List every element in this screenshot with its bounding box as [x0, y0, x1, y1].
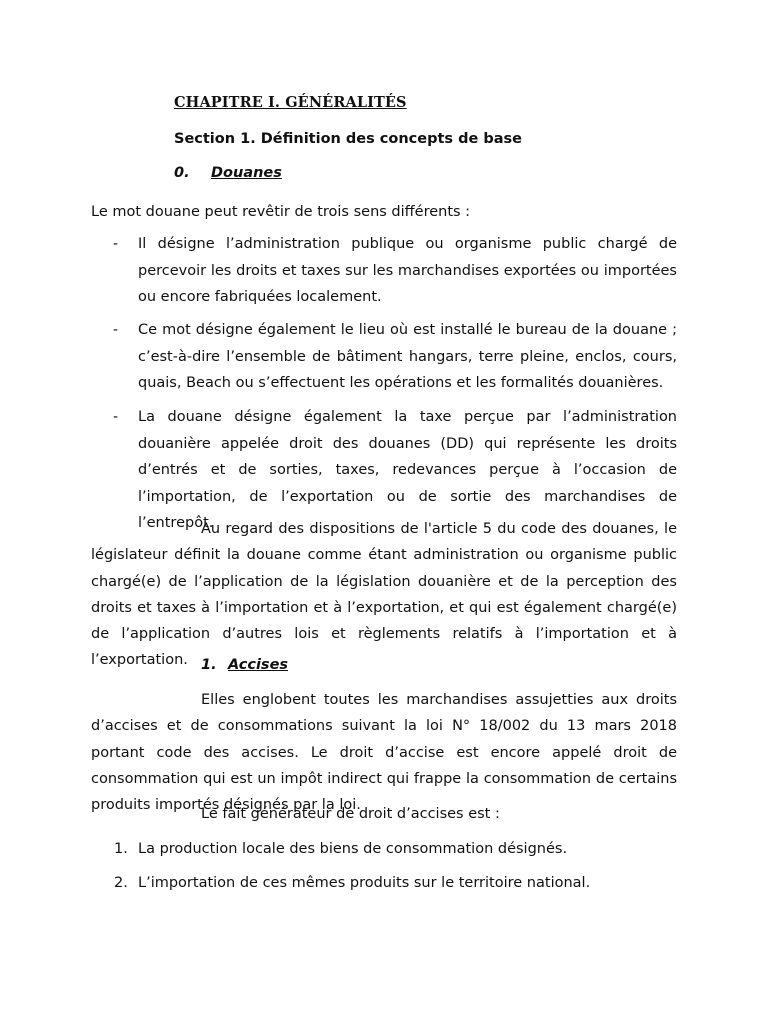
douanes-definition-paragraph: Au regard des dispositions de l'article 5 du code des douanes, le législateur définit la douane comme étant administration ou organisme public chargé(e) de l’application de la législation douanière et de la perception des droits et taxes à l’importation et à l’exportation, et qui est également chargé(e) de l’application d’autres lois et règlements relatifs à l’importation et à l’exportation.	[91, 521, 677, 669]
subheading-douanes	[174, 165, 282, 181]
bullet-marker: -	[113, 409, 119, 425]
subheading-label: Douanes	[211, 165, 282, 181]
bullet-item: Ce mot désigne également le lieu où est installé le bureau de la douane ; c’est-à-dire l’ensemble de bâtiment hangars, terre pleine, enclos, cours, quais, Beach ou s’effectuent les opérations et les formalités douanières.	[138, 322, 677, 391]
bullet-marker: -	[113, 322, 119, 338]
list-item-number: 1.	[114, 841, 128, 857]
list-item-text: L’importation de ces mêmes produits sur le territoire national.	[138, 875, 591, 891]
subheading-number: 1.	[201, 657, 217, 673]
chapter-title: CHAPITRE I. GÉNÉRALITÉS	[174, 94, 407, 111]
section-title: Section 1. Définition des concepts de base	[174, 131, 522, 147]
bullet-marker: -	[113, 236, 119, 252]
subheading-accises	[201, 657, 288, 673]
douanes-intro: Le mot douane peut revêtir de trois sens différents :	[91, 204, 471, 220]
bullet-item: La douane désigne également la taxe perçue par l’administration douanière appelée droit des douanes (DD) qui représente les droits d’entrés et de sorties, taxes, redevances perçue à l’occasion de l’importation, de l’exportation ou de sortie des marchandises de l’entrepôt.	[138, 409, 677, 531]
accises-paragraph: Elles englobent toutes les marchandises assujetties aux droits d’accises et de consommations suivant la loi N° 18/002 du 13 mars 2018 portant code des accises. Le droit d’accise est encore appelé droit de consommation qui est un impôt indirect qui frappe la consommation de certains produits importés désignés par la loi.	[91, 692, 677, 814]
bullet-item: Il désigne l’administration publique ou organisme public chargé de percevoir les droits et taxes sur les marchandises exportées ou importées ou encore fabriquées localement.	[138, 236, 677, 305]
subheading-number: 0.	[174, 165, 190, 181]
list-item-text: La production locale des biens de consommation désignés.	[138, 841, 568, 857]
subheading-label: Accises	[228, 657, 289, 673]
list-item-number: 2.	[114, 875, 128, 891]
fait-generateur-intro: Le fait générateur de droit d’accises est :	[201, 806, 500, 822]
